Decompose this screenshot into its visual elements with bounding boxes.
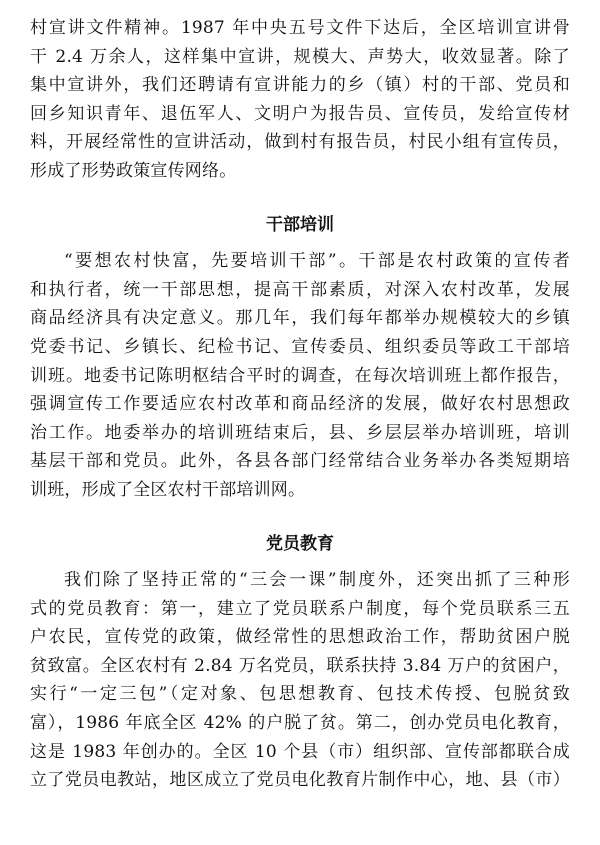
text-line: 集中宣讲外，我们还聘请有宣讲能力的乡（镇）村的干部、党员和 [30, 75, 570, 96]
text-line: 这是 1983 年创办的。全区 10 个县（市）组织部、宣传部都联合成 [30, 741, 570, 762]
text-line: 富），1986 年底全区 42% 的户脱了贫。第二，创办党员电化教育， [30, 713, 570, 734]
text-line: 训班。地委书记陈明枢结合平时的调查，在每次培训班上都作报告， [30, 365, 570, 386]
heading-gap [30, 558, 570, 566]
text-line: 立了党员电教站，地区成立了党员电化教育片制作中心，地、县（市） [30, 770, 570, 791]
text-line: 实行“一定三包”（定对象、包思想教育、包技术传授、包脱贫致 [30, 684, 570, 705]
document-page [30, 14, 570, 795]
text-line: 治工作。地委举办的培训班结束后，县、乡层层举办培训班，培训 [30, 422, 570, 443]
section-heading-cadre-training: 干部培训 [266, 214, 334, 235]
text-line: 和执行者，统一干部思想，提高干部素质，对深入农村改革，发展 [30, 279, 570, 300]
section-gap [30, 505, 570, 530]
text-line: 回乡知识青年、退伍军人、文明户为报告员、宣传员，发给宣传材 [30, 103, 570, 124]
text-line: 形成了形势政策宣传网络。 [30, 160, 237, 181]
text-line: 训班，形成了全区农村干部培训网。 [30, 479, 306, 500]
text-line: 干 2.4 万余人，这样集中宣讲，规模大、声势大，收效显著。除了 [30, 46, 570, 67]
text-line: 强调宣传工作要适应农村改革和商品经济的发展，做好农村思想政 [30, 394, 570, 415]
text-line: 式的党员教育：第一，建立了党员联系户制度，每个党员联系三五 [30, 598, 570, 619]
text-line: 村宣讲文件精神。1987 年中央五号文件下达后，全区培训宣讲骨 [30, 18, 570, 38]
text-line: 商品经济具有决定意义。那几年，我们每年都举办规模较大的乡镇 [30, 308, 570, 329]
text-line: 党委书记、乡镇长、纪检书记、宣传委员、组织委员等政工干部培 [30, 336, 570, 357]
section-gap [30, 186, 570, 211]
text-line: 料，开展经常性的宣讲活动，做到村有报告员，村民小组有宣传员， [30, 132, 570, 153]
heading-gap [30, 239, 570, 247]
paragraph-propaganda-network [30, 14, 570, 186]
section-heading-party-education: 党员教育 [266, 533, 334, 554]
text-line: 贫致富。全区农村有 2.84 万名党员，联系扶持 3.84 万户的贫困户， [30, 655, 570, 676]
text-line: 基层干部和党员。此外，各县各部门经常结合业务举办各类短期培 [30, 451, 570, 472]
paragraph-cadre-training [30, 247, 570, 504]
paragraph-party-education [30, 566, 570, 795]
text-line: 我们除了坚持正常的“三会一课”制度外，还突出抓了三种形 [64, 570, 570, 591]
text-line: 户农民，宣传党的政策，做经常性的思想政治工作，帮助贫困户脱 [30, 627, 570, 648]
text-line: “要想农村快富，先要培训干部”。干部是农村政策的宣传者 [64, 251, 570, 272]
